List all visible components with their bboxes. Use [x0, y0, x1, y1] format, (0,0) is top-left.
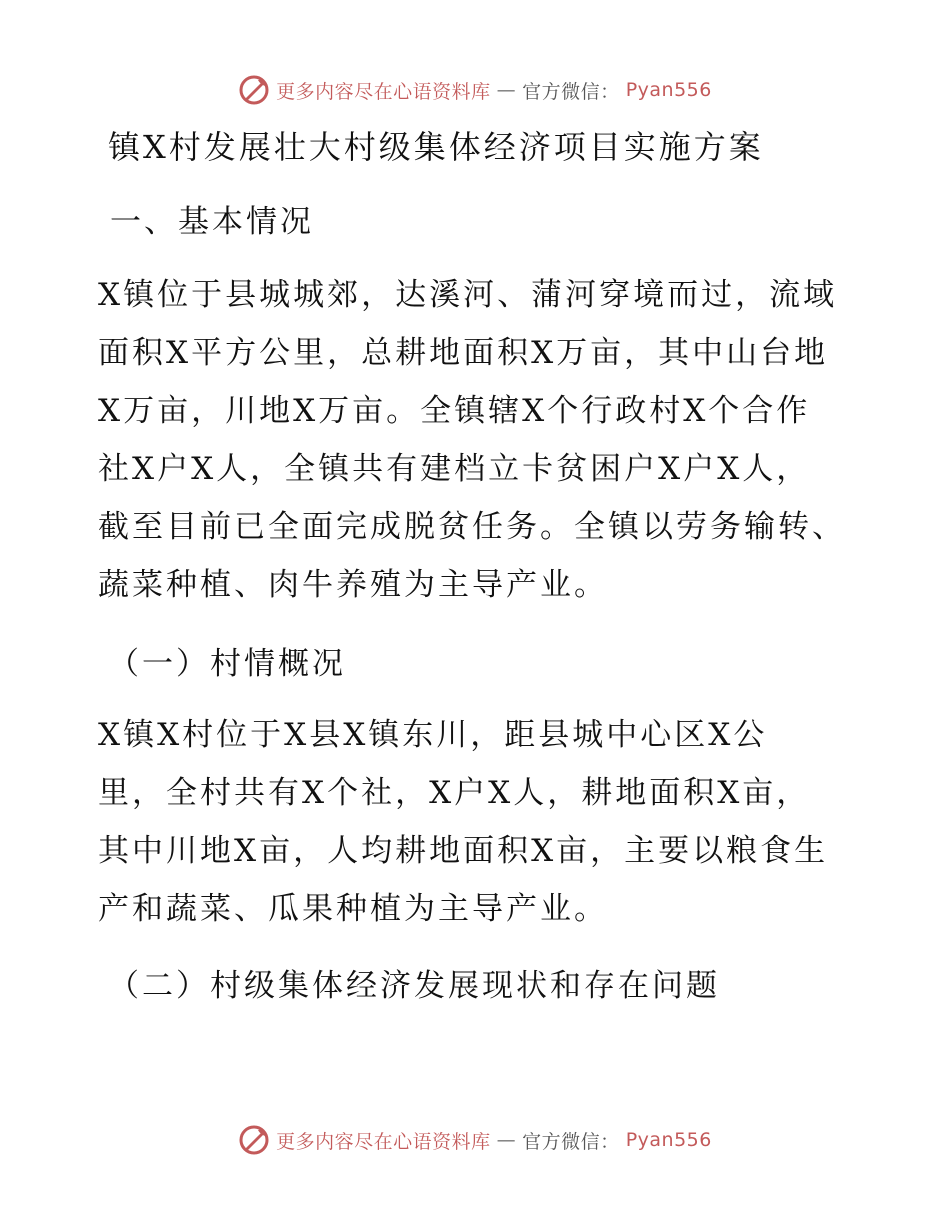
watermark-official-label: 官方微信：	[522, 1130, 620, 1153]
paragraph-town-overview	[98, 266, 858, 614]
watermark-dash: —	[496, 1129, 517, 1151]
footer-watermark	[0, 1124, 950, 1156]
subsection-heading-collective-economy: （二）村级集体经济发展现状和存在问题	[108, 968, 720, 1004]
section-heading-basic-situation: 一、基本情况	[110, 204, 314, 240]
quill-logo-icon	[238, 1124, 270, 1156]
watermark-official-label: 官方微信：	[522, 80, 620, 103]
quill-logo-icon	[238, 74, 270, 106]
document-title: 镇X村发展壮大村级集体经济项目实施方案	[108, 128, 764, 166]
subsection-heading-village-overview: （一）村情概况	[108, 646, 346, 682]
paragraph-line: 社X户X人，全镇共有建档立卡贫困户X户X人，	[98, 451, 811, 487]
header-watermark	[0, 74, 950, 106]
paragraph-line: 截至目前已全面完成脱贫任务。全镇以劳务输转、	[98, 509, 846, 545]
watermark-brand-text: 更多内容尽在心语资料库	[276, 80, 491, 103]
watermark-wechat-id: Pyan556	[625, 79, 712, 101]
paragraph-village-overview	[98, 706, 858, 938]
paragraph-line: X万亩，川地X万亩。全镇辖X个行政村X个合作	[98, 393, 811, 429]
watermark-brand-text: 更多内容尽在心语资料库	[276, 1130, 491, 1153]
paragraph-line: X镇X村位于X县X镇东川，距县城中心区X公	[98, 717, 768, 753]
paragraph-line: 产和蔬菜、瓜果种植为主导产业。	[98, 891, 608, 927]
watermark-dash: —	[496, 79, 517, 101]
watermark-wechat-id: Pyan556	[625, 1129, 712, 1151]
paragraph-line: 里，全村共有X个社，X户X人，耕地面积X亩，	[98, 775, 811, 811]
paragraph-line: 面积X平方公里，总耕地面积X万亩，其中山台地	[98, 335, 829, 371]
paragraph-line: 其中川地X亩，人均耕地面积X亩，主要以粮食生	[98, 833, 829, 869]
paragraph-line: X镇位于县城城郊，达溪河、蒲河穿境而过，流域	[98, 277, 838, 313]
paragraph-line: 蔬菜种植、肉牛养殖为主导产业。	[98, 567, 608, 603]
